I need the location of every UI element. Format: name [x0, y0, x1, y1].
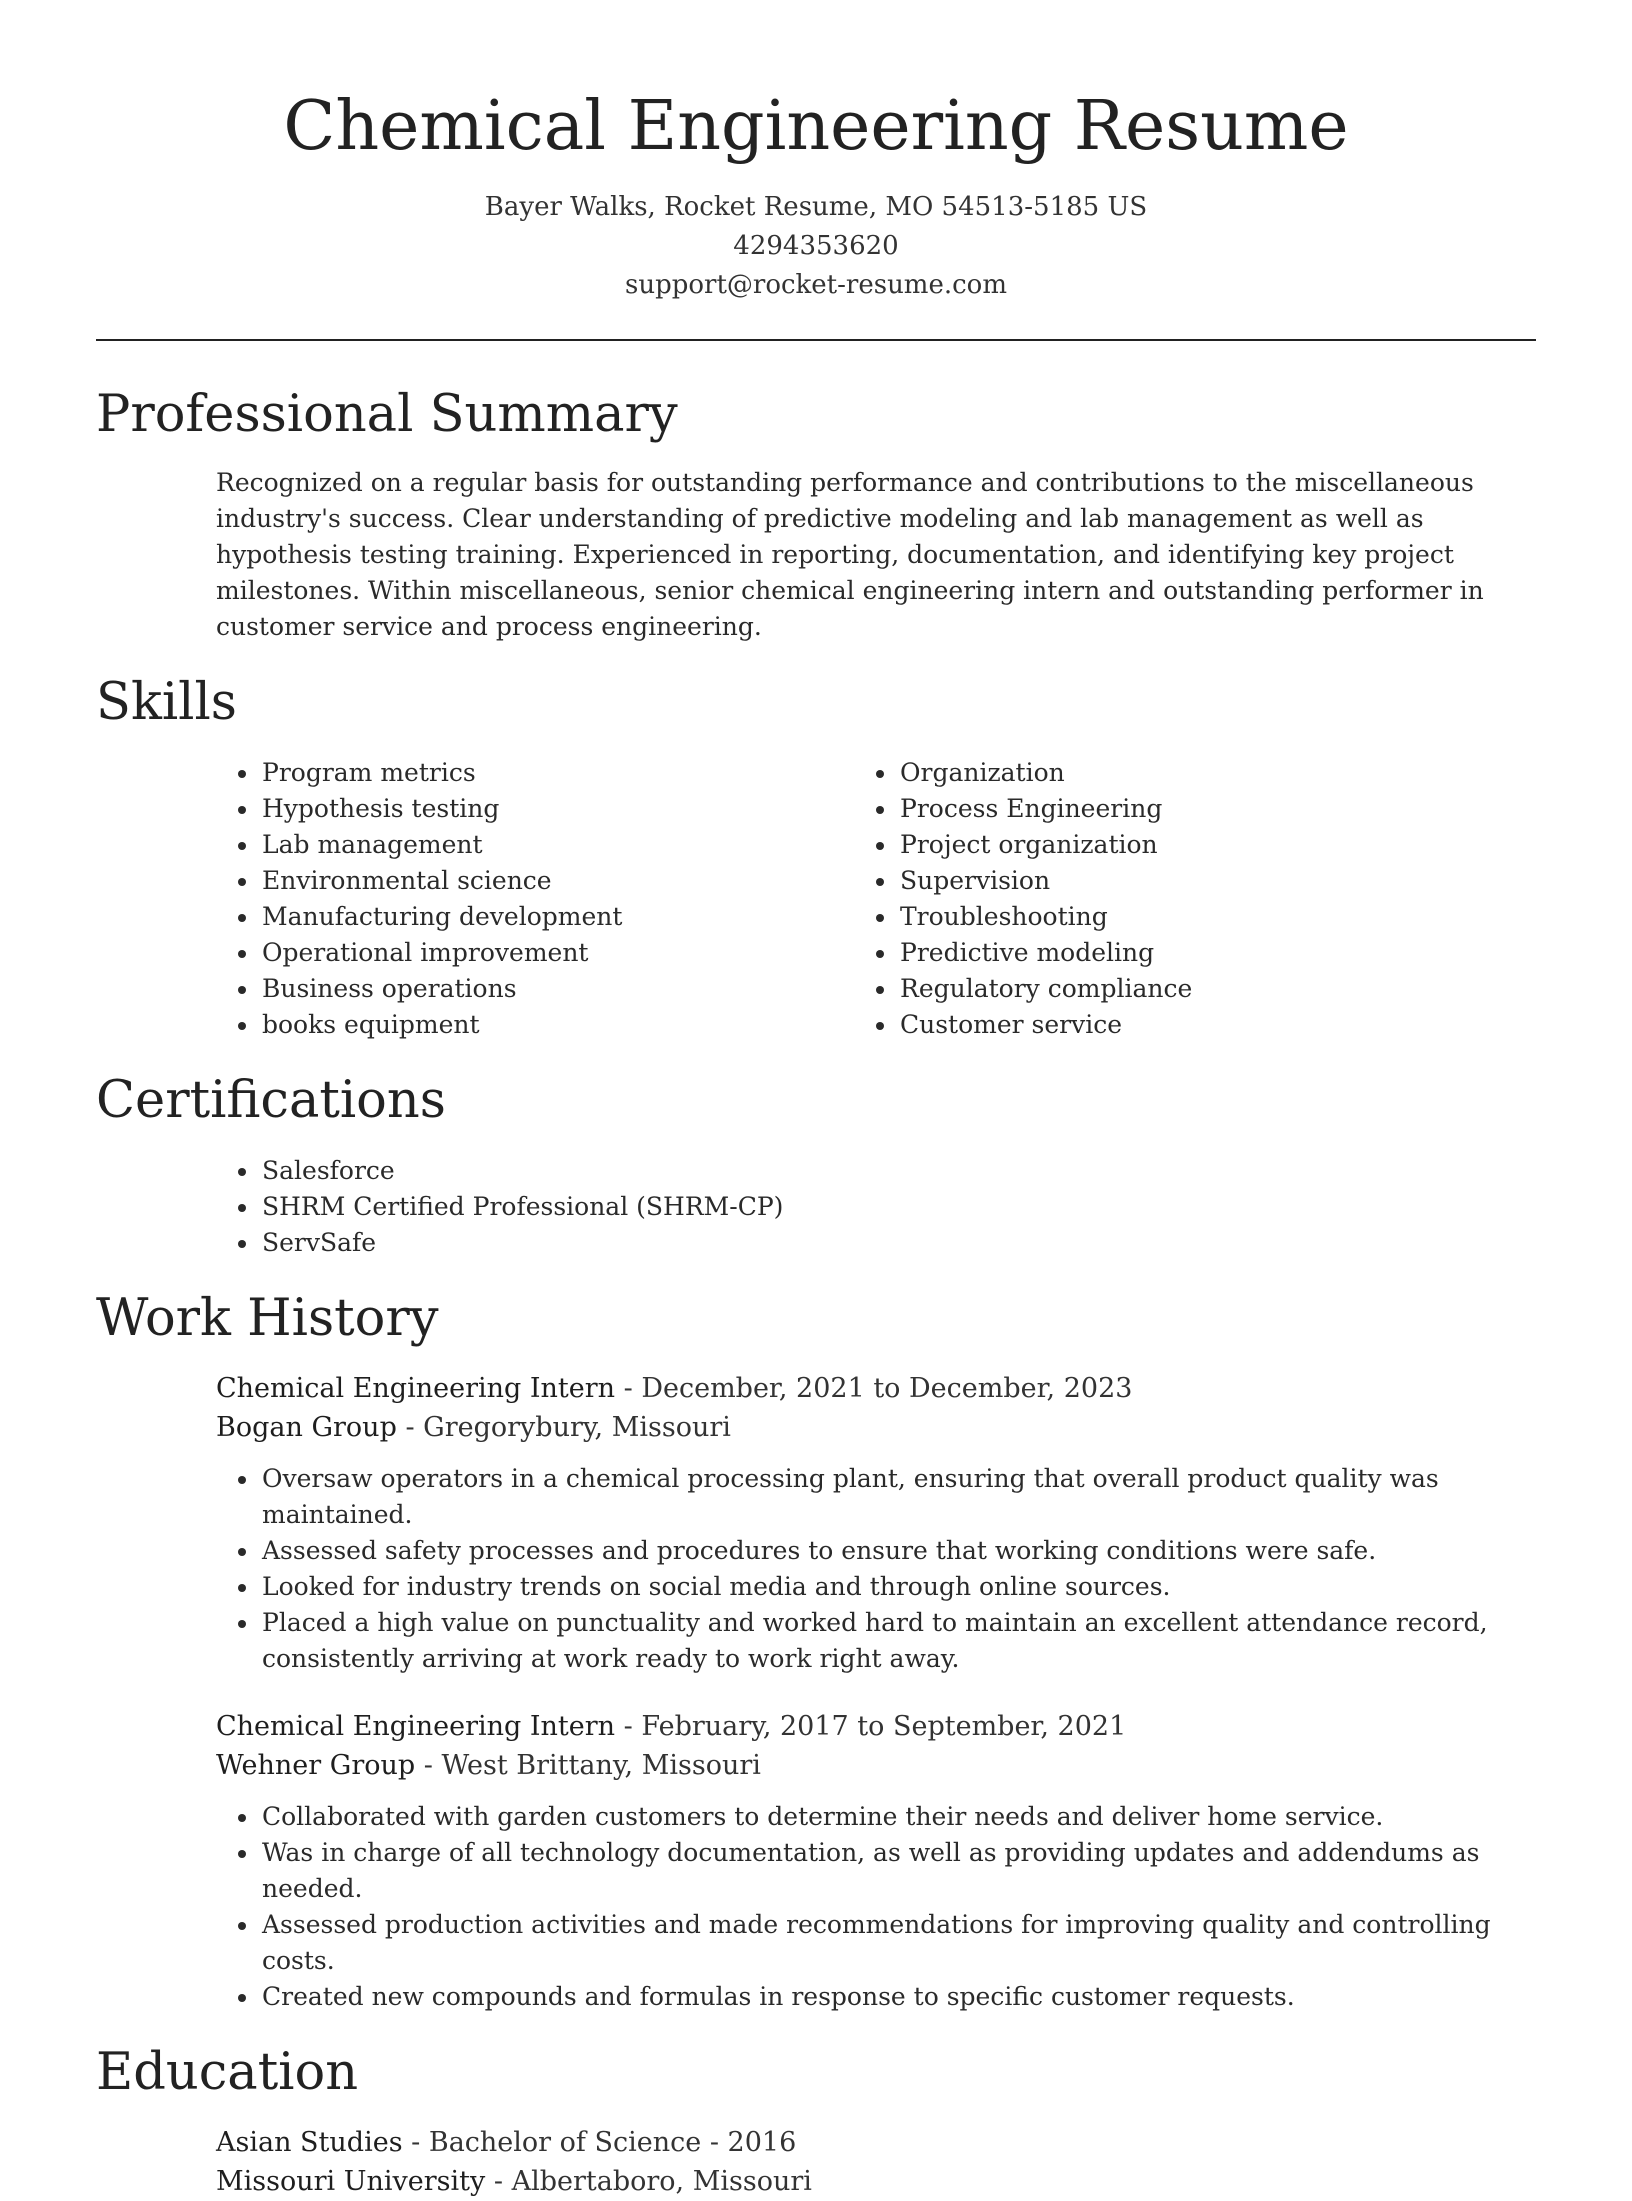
skill-item: • Hypothesis testing [260, 791, 898, 827]
job-company: Wehner Group [216, 1750, 416, 1781]
skill-item: • Operational improvement [260, 935, 898, 971]
job-title-line [216, 1707, 1536, 1746]
education-degree: Bachelor of Science [428, 2127, 702, 2158]
contact-address: Bayer Walks, Rocket Resume, MO 54513-5185 US [484, 192, 1148, 222]
job-bullet: • Created new compounds and formulas in response to specific customer requests. [260, 1979, 1536, 2015]
separator: - [396, 1412, 424, 1443]
job-entry [216, 1369, 1536, 1677]
job-dates: December, 2021 to December, 2023 [641, 1373, 1133, 1404]
skills-columns [96, 755, 1536, 1043]
education-section [96, 2041, 1536, 2201]
contact-phone: 4294353620 [733, 231, 899, 261]
skill-item: • Supervision [898, 863, 1536, 899]
contact-email: support@rocket-resume.com [624, 270, 1007, 300]
skills-section [96, 671, 1536, 1043]
skill-item: • Customer service [898, 1007, 1536, 1043]
certifications-section [96, 1069, 1536, 1261]
job-location: Gregorybury, Missouri [423, 1412, 731, 1443]
job-company-line [216, 1408, 1536, 1447]
job-company-line [216, 1746, 1536, 1785]
skill-item: • Process Engineering [898, 791, 1536, 827]
work-history-heading: Work History [96, 1289, 439, 1348]
contact-block [96, 188, 1536, 305]
skill-item: • books equipment [260, 1007, 898, 1043]
skills-heading: Skills [96, 673, 237, 732]
education-year: 2016 [727, 2127, 797, 2158]
education-school: Missouri University [216, 2166, 486, 2197]
job-bullet: • Was in charge of all technology documentation, as well as providing updates and addendums as needed. [260, 1835, 1536, 1907]
skill-item: • Program metrics [260, 755, 898, 791]
job-dates: February, 2017 to September, 2021 [641, 1711, 1127, 1742]
certifications-list [260, 1153, 1536, 1261]
separator: - [701, 2127, 728, 2158]
certification-item: • SHRM Certified Professional (SHRM-CP) [260, 1189, 1536, 1225]
job-bullet: • Assessed safety processes and procedures to ensure that working conditions were safe. [260, 1533, 1536, 1569]
education-degree-line [216, 2123, 1536, 2162]
job-location: West Brittany, Missouri [441, 1750, 761, 1781]
separator: - [402, 2127, 429, 2158]
skill-item: • Organization [898, 755, 1536, 791]
skill-item: • Regulatory compliance [898, 971, 1536, 1007]
skill-item: • Business operations [260, 971, 898, 1007]
education-location: Albertaboro, Missouri [511, 2166, 812, 2197]
education-field: Asian Studies [216, 2127, 403, 2158]
job-entry [216, 1707, 1536, 2015]
summary-section [96, 383, 1536, 645]
skills-list-right [898, 755, 1536, 1043]
separator: - [485, 2166, 512, 2197]
skill-item: • Troubleshooting [898, 899, 1536, 935]
work-history-section [96, 1287, 1536, 2015]
education-school-line [216, 2162, 1536, 2201]
summary-text: Recognized on a regular basis for outstanding performance and contributions to the miscellaneous industry's success. Clear understanding of predictive modeling and lab management as well as hypothesis testing training. Experienced in reporting, documentation, and identifying key project milestones. Within miscellaneous, senior chemical engineering intern and outstanding performer in customer service and process engineering. [216, 468, 1484, 641]
skill-item: • Environmental science [260, 863, 898, 899]
separator: - [615, 1373, 642, 1404]
education-heading: Education [96, 2043, 359, 2102]
job-bullet: • Looked for industry trends on social media and through online sources. [260, 1569, 1536, 1605]
certifications-heading: Certifications [96, 1071, 446, 1130]
job-title: Chemical Engineering Intern [216, 1373, 616, 1404]
skill-item: • Manufacturing development [260, 899, 898, 935]
skill-item: • Project organization [898, 827, 1536, 863]
job-bullets [260, 1799, 1536, 2015]
job-bullet: • Collaborated with garden customers to determine their needs and deliver home service. [260, 1799, 1536, 1835]
education-entry [216, 2123, 1536, 2201]
separator: - [615, 1711, 642, 1742]
resume-header [96, 0, 1536, 305]
job-bullets [260, 1461, 1536, 1677]
skill-item: • Lab management [260, 827, 898, 863]
separator: - [415, 1750, 442, 1781]
header-divider [96, 339, 1536, 341]
summary-heading: Professional Summary [96, 385, 678, 444]
job-bullet: • Oversaw operators in a chemical processing plant, ensuring that overall product quality was maintained. [260, 1461, 1536, 1533]
certification-item: • ServSafe [260, 1225, 1536, 1261]
job-bullet: • Assessed production activities and made recommendations for improving quality and controlling costs. [260, 1907, 1536, 1979]
certification-item: • Salesforce [260, 1153, 1536, 1189]
job-title-line [216, 1369, 1536, 1408]
skills-list-left [260, 755, 898, 1043]
skill-item: • Predictive modeling [898, 935, 1536, 971]
job-bullet: • Placed a high value on punctuality and worked hard to maintain an excellent attendance record, consistently arriving at work ready to work right away. [260, 1605, 1536, 1677]
job-company: Bogan Group [216, 1412, 397, 1443]
resume-title: Chemical Engineering Resume [283, 87, 1349, 166]
job-title: Chemical Engineering Intern [216, 1711, 616, 1742]
